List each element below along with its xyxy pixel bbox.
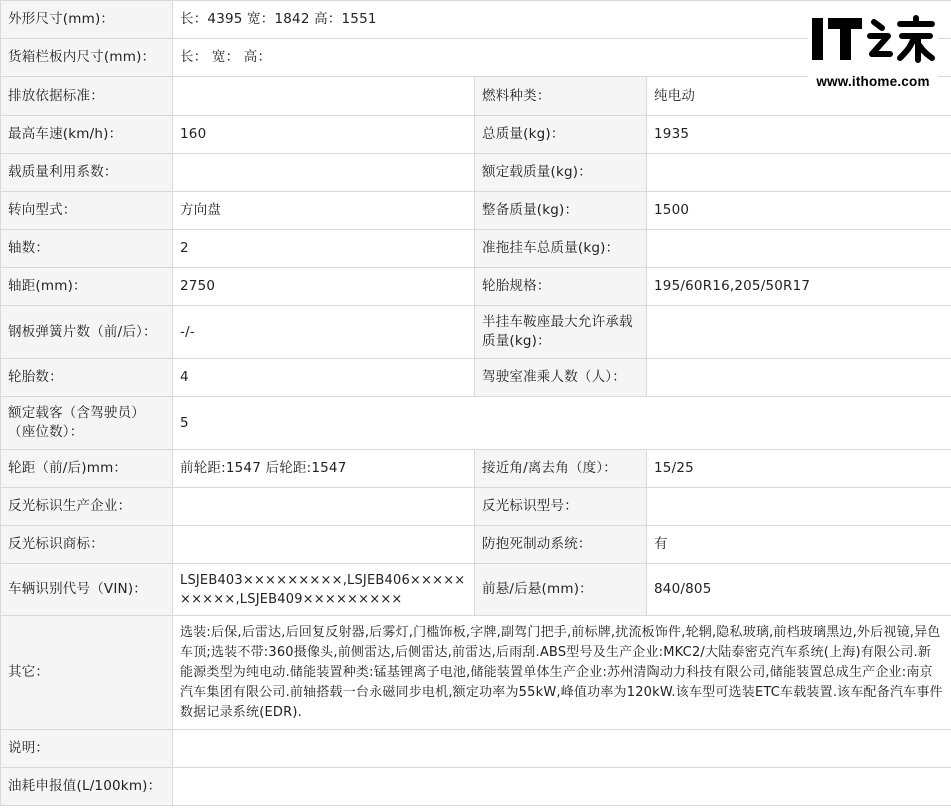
row-value-2: 1935 bbox=[647, 116, 951, 154]
row-value-2: 195/60R16,205/50R17 bbox=[647, 268, 951, 306]
row-value: 长： 宽： 高： bbox=[173, 39, 951, 77]
row-value bbox=[173, 526, 475, 564]
table-row bbox=[1, 616, 951, 730]
logo-url: www.ithome.com bbox=[816, 74, 930, 89]
row-value: 方向盘 bbox=[173, 192, 475, 230]
row-value: 2750 bbox=[173, 268, 475, 306]
row-value-2: 有 bbox=[647, 526, 951, 564]
row-label: 轮胎数： bbox=[1, 359, 173, 397]
table-row bbox=[1, 192, 951, 230]
ithome-logo-mark bbox=[808, 12, 938, 70]
row-value: 2 bbox=[173, 230, 475, 268]
row-value: 长：4395 宽：1842 高：1551 bbox=[173, 1, 951, 39]
ithome-logo bbox=[808, 12, 938, 94]
row-label-2: 驾驶室准乘人数（人）： bbox=[475, 359, 647, 397]
row-value: 160 bbox=[173, 116, 475, 154]
row-label: 最高车速(km/h)： bbox=[1, 116, 173, 154]
row-label: 轴距(mm)： bbox=[1, 268, 173, 306]
table-row bbox=[1, 230, 951, 268]
row-label: 货箱栏板内尺寸(mm)： bbox=[1, 39, 173, 77]
row-label: 转向型式： bbox=[1, 192, 173, 230]
table-row bbox=[1, 526, 951, 564]
row-label-2: 整备质量(kg)： bbox=[475, 192, 647, 230]
row-label-2: 总质量(kg)： bbox=[475, 116, 647, 154]
row-value-2 bbox=[647, 359, 951, 397]
table-row bbox=[1, 116, 951, 154]
row-label: 载质量利用系数： bbox=[1, 154, 173, 192]
row-label: 外形尺寸(mm)： bbox=[1, 1, 173, 39]
row-label: 油耗申报值(L/100km)： bbox=[1, 768, 173, 806]
row-label-2: 反光标识型号： bbox=[475, 488, 647, 526]
row-label: 额定载客（含驾驶员）（座位数）： bbox=[1, 397, 173, 450]
row-value: LSJEB403×××××××××,LSJEB406××××××××××,LSJEB409××××××××× bbox=[173, 564, 475, 616]
row-label-2: 前悬/后悬(mm)： bbox=[475, 564, 647, 616]
table-row bbox=[1, 268, 951, 306]
row-label: 其它： bbox=[1, 616, 173, 730]
row-value bbox=[173, 730, 951, 768]
table-row bbox=[1, 450, 951, 488]
row-label: 车辆识别代号（VIN)： bbox=[1, 564, 173, 616]
row-value-2: 1500 bbox=[647, 192, 951, 230]
row-value-2 bbox=[647, 306, 951, 359]
row-value: 前轮距:1547 后轮距:1547 bbox=[173, 450, 475, 488]
row-value bbox=[173, 488, 475, 526]
row-label: 轮距（前/后)mm： bbox=[1, 450, 173, 488]
row-value: 选装:后保,后雷达,后回复反射器,后雾灯,门槛饰板,字牌,副驾门把手,前标牌,扰流板饰件,轮辋,隐私玻璃,前档玻璃黑边,外后视镜,异色车顶;选装不带:360摄像头,前侧雷达,后侧雷达,前雷达,后雨刮.ABS型号及生产企业:MKC2/大陆泰密克汽车系统(上海)有限公司.新能源类型为纯电动.储能装置种类:锰基锂离子电池,储能装置单体生产企业:苏州清陶动力科技有限公司,储能装置总成生产企业:南京汽车集团有限公司.前轴搭载一台永磁同步电机,额定功率为55kW,峰值功率为120kW.该车型可选装ETC车载装置.该车配备汽车事件数据记录系统(EDR). bbox=[173, 616, 951, 730]
table-row bbox=[1, 564, 951, 616]
row-label-2: 准拖挂车总质量(kg)： bbox=[475, 230, 647, 268]
row-label: 反光标识生产企业： bbox=[1, 488, 173, 526]
table-row bbox=[1, 154, 951, 192]
table-row bbox=[1, 306, 951, 359]
row-value: 5 bbox=[173, 397, 951, 450]
row-value-2: 840/805 bbox=[647, 564, 951, 616]
row-value-2: 纯电动 bbox=[647, 77, 951, 116]
row-label: 排放依据标准： bbox=[1, 77, 173, 116]
row-label-2: 额定载质量(kg)： bbox=[475, 154, 647, 192]
row-label: 反光标识商标： bbox=[1, 526, 173, 564]
table-row bbox=[1, 730, 951, 768]
row-value-2: 15/25 bbox=[647, 450, 951, 488]
row-label-2: 防抱死制动系统： bbox=[475, 526, 647, 564]
row-value: -/- bbox=[173, 306, 475, 359]
table-row bbox=[1, 768, 951, 806]
row-label-2: 轮胎规格： bbox=[475, 268, 647, 306]
table-row bbox=[1, 397, 951, 450]
row-value-2 bbox=[647, 488, 951, 526]
row-value-2 bbox=[647, 154, 951, 192]
table-row bbox=[1, 359, 951, 397]
row-label: 轴数： bbox=[1, 230, 173, 268]
table-row bbox=[1, 488, 951, 526]
row-value bbox=[173, 77, 475, 116]
row-label-2: 半挂车鞍座最大允许承载质量(kg)： bbox=[475, 306, 647, 359]
row-value bbox=[173, 768, 951, 806]
row-label-2: 燃料种类： bbox=[475, 77, 647, 116]
row-label: 说明： bbox=[1, 730, 173, 768]
row-label-2: 接近角/离去角（度）： bbox=[475, 450, 647, 488]
row-value-2 bbox=[647, 230, 951, 268]
row-value: 4 bbox=[173, 359, 475, 397]
row-label: 钢板弹簧片数（前/后）： bbox=[1, 306, 173, 359]
row-value bbox=[173, 154, 475, 192]
